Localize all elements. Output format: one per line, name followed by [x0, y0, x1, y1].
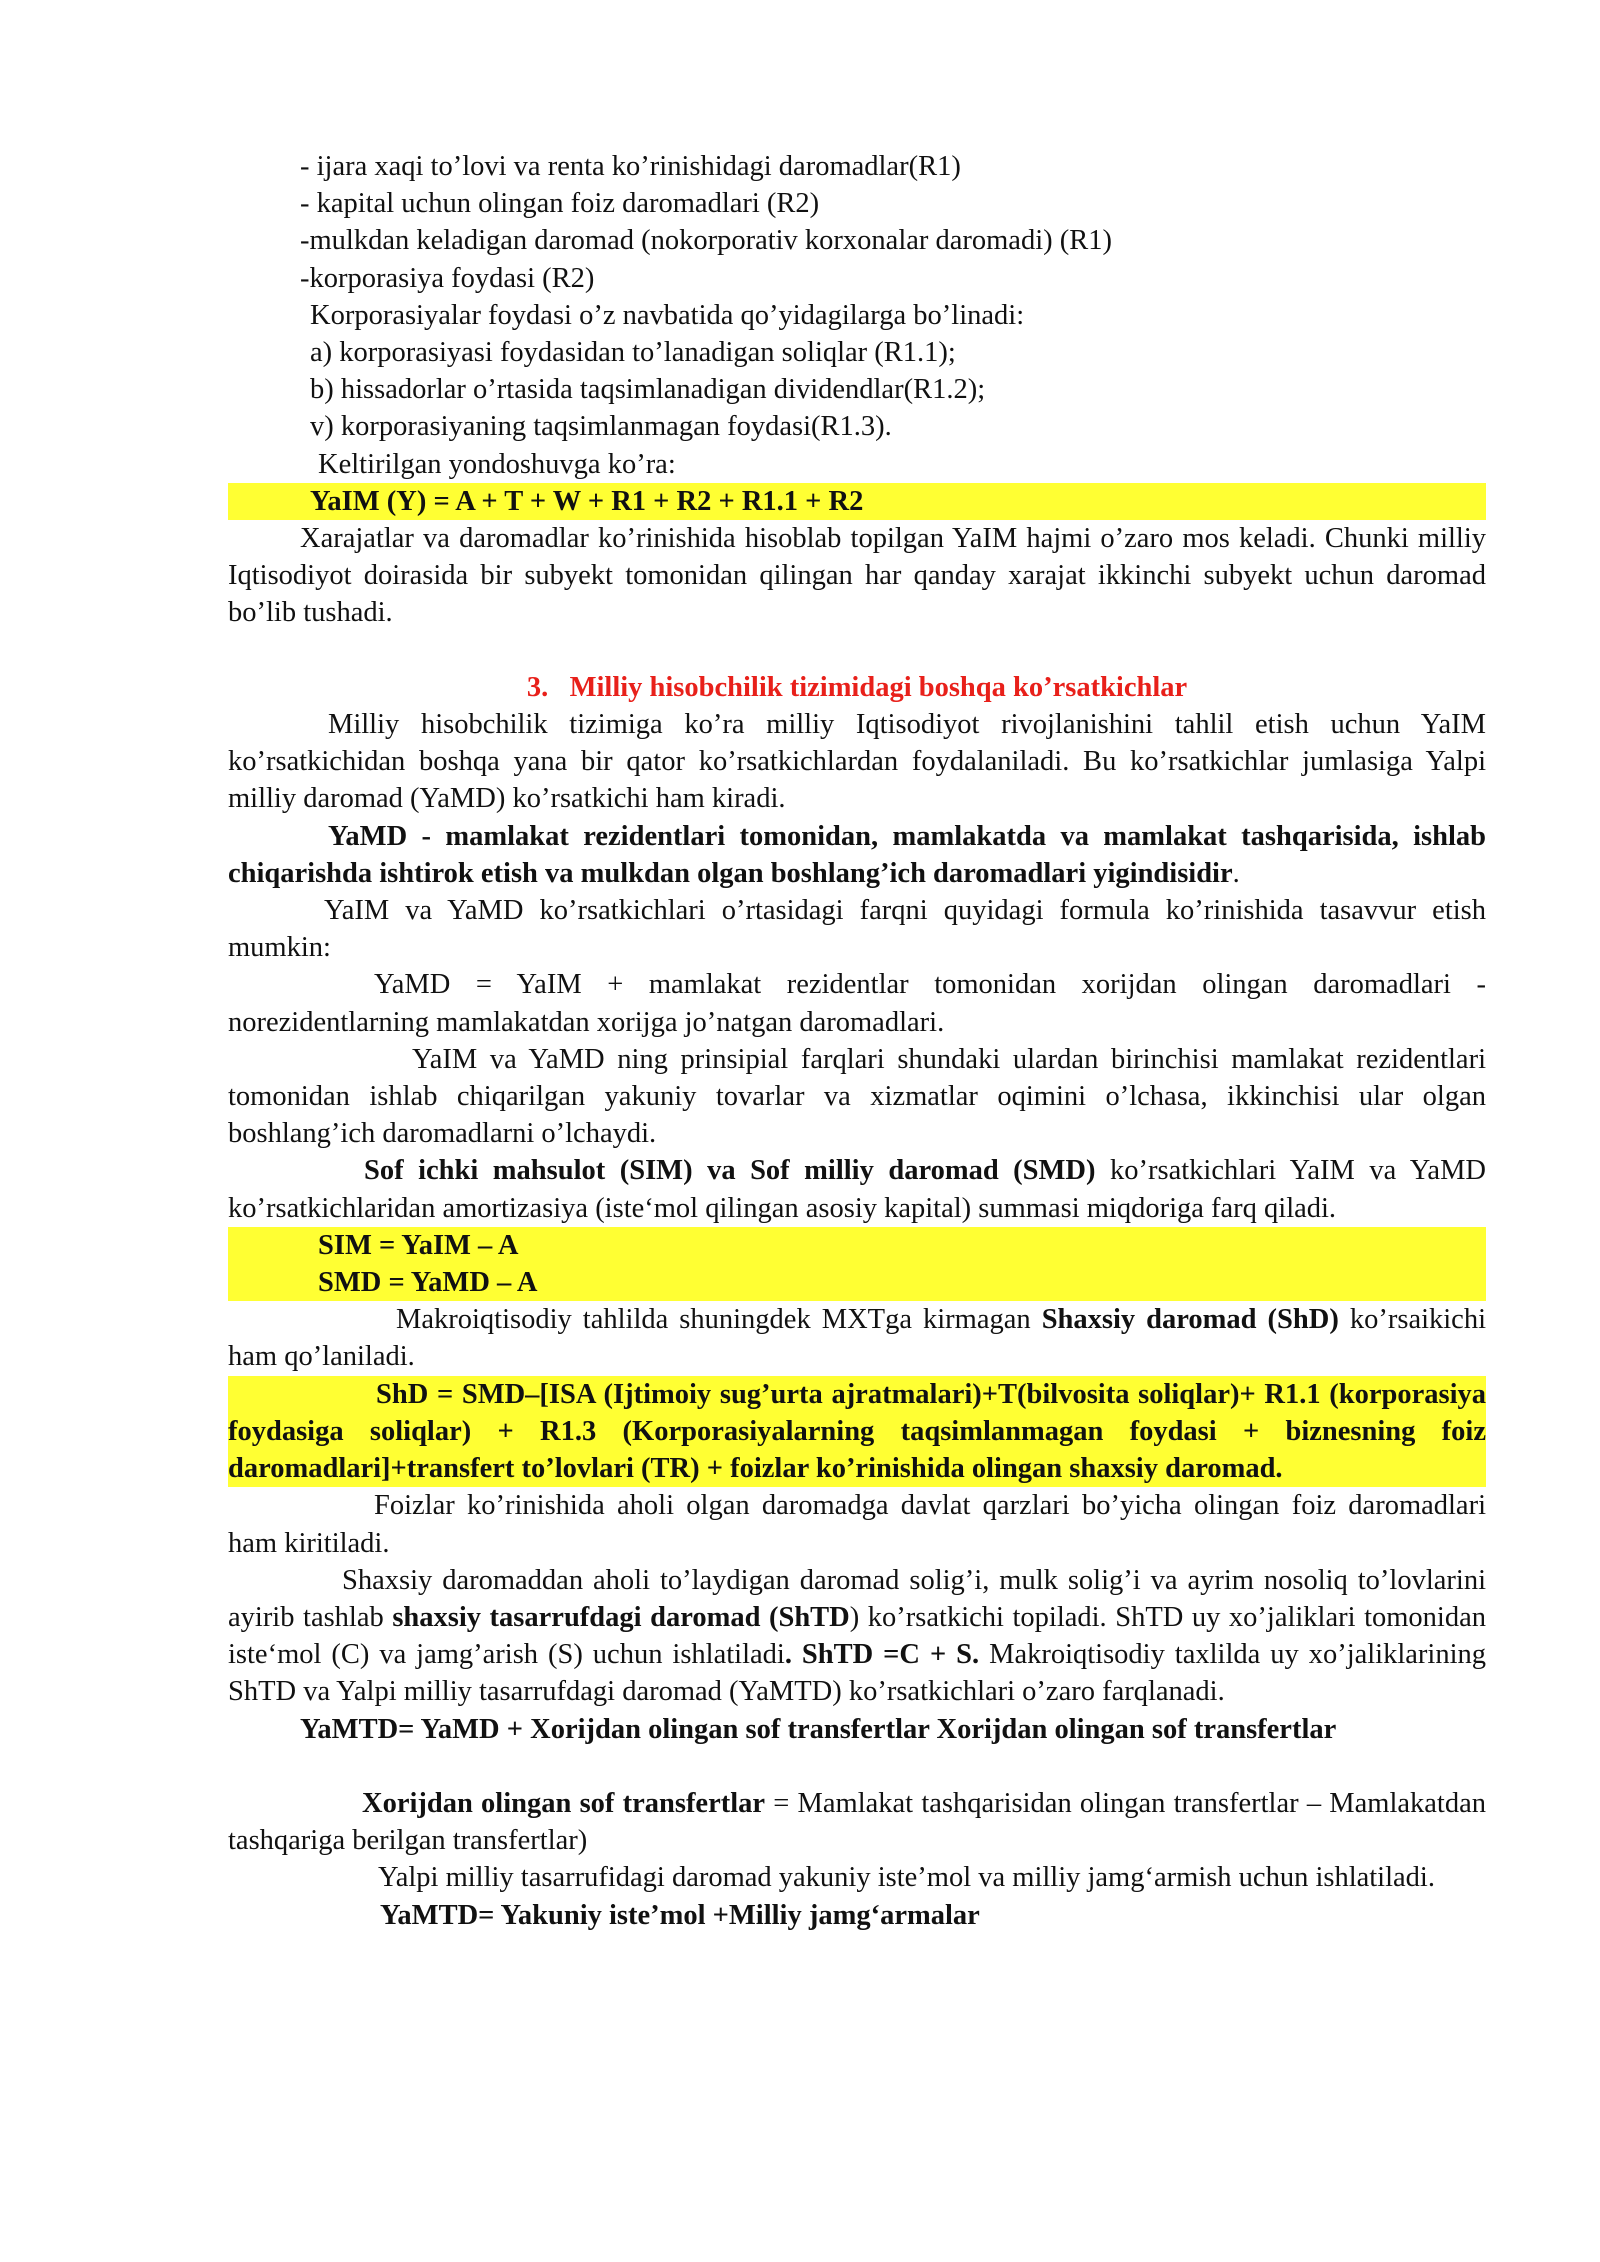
shtd-text-2: ) ko’rsatkichi topiladi. ShTD uy xo’jaliklari tomonidan iste‘mol (C) va jamg’arish (S) uchun ishlatiladi	[228, 1601, 1486, 1671]
paragraph-yamd-formula: YaMD = YaIM + mamlakat rezidentlar tomonidan xorijdan olingan daromadlari - norezidentlarning mamlakatdan xorijga jo’natgan daromadlari.	[228, 969, 1486, 1038]
shtd-text-3: Makroiqtisodiy taxlilda uy xo’jaliklarining ShTD va Yalpi milliy tasarrufdagi daromad (YaMTD) ko’rsatkichlari o’zaro farqlanadi.	[228, 1639, 1486, 1708]
sim-smd-text: ko’rsatkichlari YaIM va YaMD ko’rsatkichlaridan amortizasiya (iste‘mol qilingan asosiy kapital) summasi miqdoriga farq qiladi.	[228, 1155, 1487, 1224]
paragraph-makro	[228, 1301, 1486, 1375]
paragraph-shtd	[228, 1562, 1486, 1711]
section-title: Milliy hisobchilik tizimidagi boshqa ko’rsatkichlar	[569, 671, 1188, 703]
paragraph-foizlar: Foizlar ko’rinishida aholi olgan daromadga davlat qarzlari bo’yicha olingan foiz daromadlari ham kiritiladi.	[228, 1490, 1486, 1559]
list-item: -korporasiya foydasi (R2)	[300, 262, 595, 294]
spacer	[228, 1748, 1486, 1785]
makro-bold: Shaxsiy daromad (ShD)	[1041, 1304, 1339, 1336]
list-item: Keltirilgan yondoshuvga ko’ra:	[318, 448, 676, 480]
list-item: v) korporasiyaning taqsimlanmagan foydasi(R1.3).	[310, 411, 892, 443]
sim-smd-bold: Sof ichki mahsulot (SIM) va Sof milliy daromad (SMD)	[364, 1155, 1096, 1187]
paragraph-intro: Milliy hisobchilik tizimiga ko’ra milliy Iqtisodiyot rivojlanishini tahlil etish uchun YaIM ko’rsatkichidan boshqa yana bir qator ko’rsatkichlardan foydalaniladi. Bu ko’rsatkichlar jumlasiga Yalpi milliy daromad (YaMD) ko’rsatkichi ham kiradi.	[228, 709, 1486, 815]
xorij-bold: Xorijdan olingan sof transfertlar	[362, 1787, 766, 1819]
list-item: a) korporasiyasi foydasidan to’lanadigan soliqlar (R1.1);	[310, 337, 956, 369]
document-page	[228, 148, 1486, 1934]
makro-text: Makroiqtisodiy tahlilda shuningdek MXTga kirmagan	[396, 1304, 1042, 1336]
shtd-bold: shaxsiy tasarrufdagi daromad (ShTD	[392, 1601, 850, 1633]
formula-smd: SMD = YaMD – A	[228, 1264, 1486, 1301]
yamd-definition-text: YaMD - mamlakat rezidentlari tomonidan, mamlakatda va mamlakat tashqarisida, ishlab chiqarishda ishtirok etish va mulkdan olgan boshlang’ich daromadlari yigindisidir	[228, 820, 1486, 889]
paragraph-farq: YaIM va YaMD ko’rsatkichlari o’rtasidagi farqni quyidagi formula ko’rinishida tasavvur etish mumkin:	[228, 895, 1486, 964]
paragraph-xorij	[228, 1785, 1486, 1859]
section-number: 3.	[526, 671, 549, 703]
paragraph-yalpi: Yalpi milliy tasarrufidagi daromad yakuniy iste’mol va milliy jamg‘armish uchun ishlatiladi.	[378, 1862, 1435, 1894]
spacer	[228, 632, 1486, 669]
list-item: -mulkdan keladigan daromad (nokorporativ korxonalar daromadi) (R1)	[300, 225, 1112, 257]
list-item: b) hissadorlar o’rtasida taqsimlanadigan dividendlar(R1.2);	[310, 374, 986, 406]
formula-yaim: YaIM (Y) = A + T + W + R1 + R2 + R1.1 + R2	[228, 483, 1486, 520]
formula-final: YaMTD= Yakuniy iste’mol +Milliy jamg‘armalar	[380, 1899, 980, 1931]
paragraph-sim-smd	[228, 1152, 1486, 1226]
formula-shd: ShD = SMD–[ISA (Ijtimoiy sug’urta ajratmalari)+T(bilvosita soliqlar)+ R1.1 (korporasiya foydasiga soliqlar) + R1.3 (Korporasiyalarning taqsimlanmagan foydasi + biznesning foiz daromadlari]+transfert to’lovlari (TR) + foizlar ko’rinishida olingan shaxsiy daromad.	[228, 1376, 1486, 1488]
paragraph-prinsipial: YaIM va YaMD ning prinsipial farqlari shundaki ulardan birinchisi mamlakat rezidentlari tomonidan ishlab chiqarilgan yakuniy tovarlar va xizmatlar oqimini o’lchasa, ikkinchisi ular olgan boshlang’ich daromadlarni o’lchaydi.	[228, 1043, 1486, 1150]
formula-yamtd: YaMTD= YaMD + Xorijdan olingan sof transfertlar Xorijdan olingan sof transfertlar	[300, 1713, 1337, 1745]
shtd-text-1: Shaxsiy daromaddan aholi to’laydigan daromad solig’i, mulk solig’i va ayrim nosoliq to’lovlarini ayirib tashlab	[228, 1564, 1486, 1633]
section-heading	[228, 669, 1486, 706]
formula-sim: SIM = YaIM – A	[228, 1227, 1486, 1264]
shtd-formula: . ShTD =C + S.	[784, 1639, 980, 1671]
income-list	[228, 148, 1486, 483]
list-item: - ijara xaqi to’lovi va renta ko’rinishidagi daromadlar(R1)	[300, 151, 961, 182]
xorij-text: = Mamlakat tashqarisidan olingan transfertlar – Mamlakatdan tashqariga berilgan transfertlar)	[228, 1787, 1486, 1857]
list-item: Korporasiyalar foydasi o’z navbatida qo’yidagilarga bo’linadi:	[310, 299, 1025, 331]
yamd-definition-end: .	[1232, 857, 1240, 889]
makro-end: ko’rsaikichi ham qo’laniladi.	[228, 1304, 1486, 1373]
paragraph-yamd-definition	[228, 818, 1486, 892]
paragraph-xarajat: Xarajatlar va daromadlar ko’rinishida hisoblab topilgan YaIM hajmi o’zaro mos keladi. Chunki milliy Iqtisodiyot doirasida bir subyekt tomonidan qilingan har qanday xarajat ikkinchi subyekt uchun daromad bo’lib tushadi.	[228, 523, 1486, 629]
list-item: - kapital uchun olingan foiz daromadlari (R2)	[300, 188, 820, 220]
